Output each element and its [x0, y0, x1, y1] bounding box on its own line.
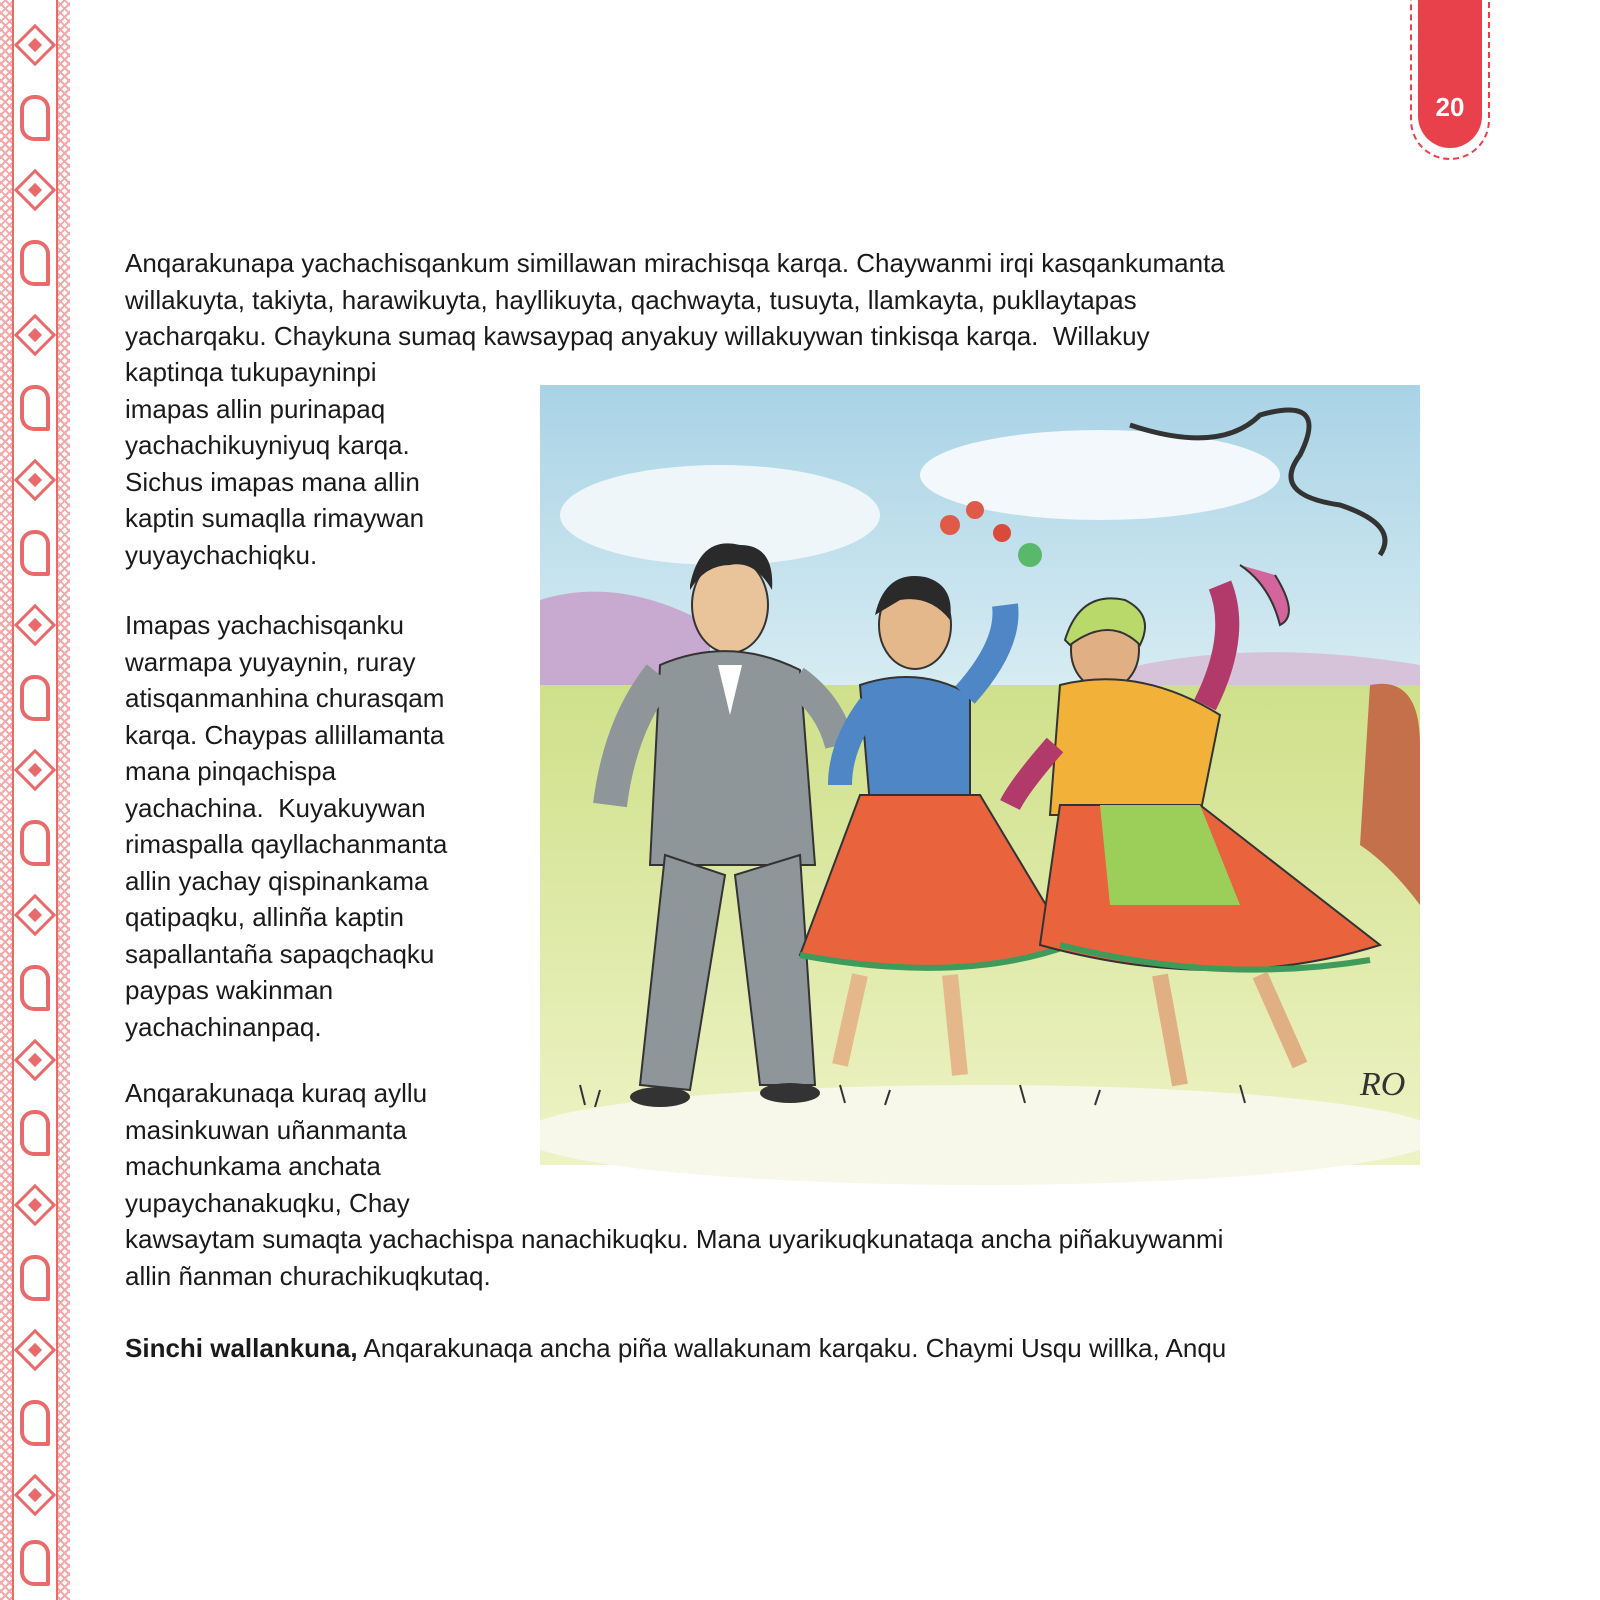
diamond-motif-icon [14, 749, 56, 791]
border-pattern [12, 0, 58, 1600]
dancers-illustration [540, 385, 1420, 1185]
paragraph-wallankuna [125, 1330, 1226, 1367]
paragraph-wallankuna-text: Anqarakunaqa ancha piña wallakunam karqaku. Chaymi Usqu willka, Anqu [357, 1333, 1227, 1363]
diamond-motif-icon [14, 24, 56, 66]
decorative-border [0, 0, 70, 1600]
diamond-motif-icon [14, 894, 56, 936]
diamond-motif-icon [14, 604, 56, 646]
hook-motif-icon [20, 965, 50, 1011]
paragraph-intro-continued: kaptinqa tukupayninpi imapas allin purinapaq yachachikuyniyuq karqa. Sichus imapas mana allin kaptin sumaqlla rimaywan yuyaychachiqku. [125, 357, 425, 570]
hook-motif-icon [20, 95, 50, 141]
hook-motif-icon [20, 1255, 50, 1301]
diamond-motif-icon [14, 459, 56, 501]
artist-signature: RO [1360, 1066, 1406, 1103]
paragraph-teaching: Imapas yachachisqanku warmapa yuyaynin, ruray atisqanmanhina churasqam karqa. Chaypas allillamanta mana pinqachispa yachachina. Kuyakuywan rimaspalla qayllachanmanta allin yachay qispinankama qatipaqku, allinña kaptin sapallantaña sapaqchaqku paypas wakinman yachachinanpaq. [125, 610, 448, 1042]
diamond-motif-icon [14, 1039, 56, 1081]
paragraph-respect: Anqarakunaqa kuraq ayllu masinkuwan uñanmanta machunkama anchata yupaychanakuqku, Chay [125, 1078, 428, 1218]
hook-motif-icon [20, 1400, 50, 1446]
diamond-motif-icon [14, 314, 56, 356]
diamond-motif-icon [14, 169, 56, 211]
hook-motif-icon [20, 675, 50, 721]
hook-motif-icon [20, 385, 50, 431]
paragraph-intro: Anqarakunapa yachachisqankum simillawan mirachisqa karqa. Chaywanmi irqi kasqankumanta willakuyta, takiyta, harawikuyta, hayllikuyta, qachwayta, tusuyta, llamkayta, pukllaytapas yacharqaku. Chaykuna sumaq kawsaypaq anyakuy willakuywan tinkisqa karqa. Willakuy [125, 248, 1225, 351]
term-sinchi-wallankuna: Sinchi wallankuna, [125, 1333, 358, 1363]
diamond-motif-icon [14, 1474, 56, 1516]
hook-motif-icon [20, 530, 50, 576]
diamond-motif-icon [14, 1329, 56, 1371]
diamond-motif-icon [14, 1184, 56, 1226]
paragraph-respect-continued: kawsaytam sumaqta yachachispa nanachikuqku. Mana uyarikuqkunataqa ancha piñakuywanmi allin ñanman churachikuqkutaq. [125, 1224, 1224, 1291]
hook-motif-icon [20, 1110, 50, 1156]
page-number-tab-outline [1410, 0, 1490, 160]
hook-motif-icon [20, 1540, 50, 1586]
hook-motif-icon [20, 820, 50, 866]
page-number: 20 [1435, 92, 1465, 122]
hook-motif-icon [20, 240, 50, 286]
